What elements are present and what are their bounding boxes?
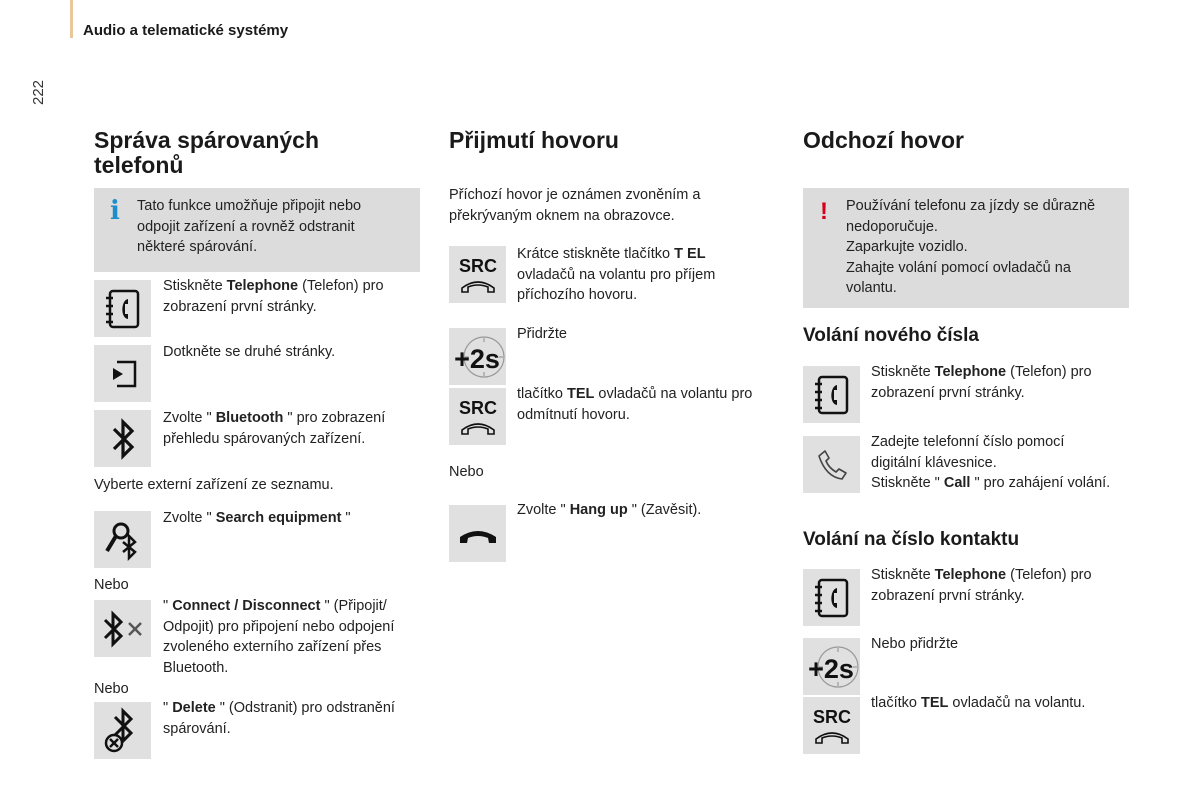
text-span: Krátce stiskněte tlačítko — [517, 246, 675, 262]
text-span: ovladačů na volantu pro příjem — [517, 266, 716, 283]
src-tel-button-icon[interactable] — [449, 388, 506, 445]
step-text: Dotkněte se druhé stránky. — [163, 344, 336, 360]
search-equipment-icon[interactable] — [94, 511, 151, 568]
subsection-heading-contact-call: Volání na číslo kontaktu — [803, 529, 1020, 550]
phone-book-icon-graphic — [101, 287, 145, 331]
text-span: Zaparkujte vozidlo. — [846, 239, 968, 255]
next-page-icon[interactable] — [94, 345, 151, 402]
or-text: Nebo — [94, 681, 129, 697]
connect-disconnect-icon[interactable] — [94, 600, 151, 657]
text-span: T EL — [674, 246, 706, 262]
step-text — [163, 408, 385, 449]
phone-book-icon[interactable] — [803, 366, 860, 423]
text-span: " (Připojit/ — [320, 598, 387, 614]
bluetooth-disconnect-icon-graphic — [99, 607, 147, 651]
phone-book-icon-graphic — [810, 576, 854, 620]
text-span: ovladačů na volantu pro — [594, 386, 753, 402]
step-text — [163, 276, 384, 317]
instruction-text: Vyberte externí zařízení ze seznamu. — [94, 477, 334, 493]
text-span: Zvolte " — [163, 410, 216, 426]
text-span: Odpojit) pro připojení nebo odpojení — [163, 618, 395, 635]
or-text: Nebo — [449, 464, 484, 480]
heading-line: telefonů — [94, 152, 184, 178]
text-span: spárování. — [163, 720, 231, 737]
text-span: Telephone — [934, 364, 1007, 380]
hold-text: Nebo přidržte — [871, 636, 959, 652]
header-title: Audio a telematické systémy — [83, 22, 289, 39]
text-span: nedoporučuje. — [846, 218, 938, 235]
timer-icon-graphic — [804, 641, 860, 693]
text-span: Bluetooth — [215, 410, 284, 426]
intro-text — [449, 185, 700, 226]
hold-two-seconds-icon — [449, 328, 506, 385]
src-phone-icon-graphic — [807, 703, 857, 749]
delete-pairing-icon[interactable] — [94, 702, 151, 759]
step-text — [871, 362, 1092, 403]
text-span: Hang up — [569, 502, 628, 518]
step-text — [163, 596, 394, 678]
text-span: volantu. — [846, 280, 897, 296]
step-text — [517, 500, 701, 521]
text-span: " (Odstranit) pro odstranění — [215, 700, 395, 716]
text-span: Zahajte volání pomocí ovladačů na — [846, 259, 1071, 276]
text-span: Stiskněte — [871, 364, 935, 380]
text-span: " pro zahájení volání. — [970, 475, 1111, 491]
text-span: digitální klávesnice. — [871, 454, 997, 471]
warning-box — [803, 188, 1129, 308]
step-text — [871, 693, 1085, 714]
hold-text: Přidržte — [517, 326, 567, 342]
warning-text — [846, 196, 1095, 299]
hold-two-seconds-icon — [803, 638, 860, 695]
text-span: " — [163, 700, 173, 716]
text-span: Telephone — [226, 278, 299, 294]
hold-icon-label: +2s — [807, 653, 854, 684]
text-span: (Telefon) pro — [298, 278, 384, 294]
text-line: některé spárování. — [137, 239, 258, 255]
text-span: TEL — [920, 695, 949, 711]
phone-book-icon-graphic — [810, 373, 854, 417]
next-page-icon-graphic — [105, 356, 141, 392]
text-span: tlačítko — [871, 695, 921, 711]
call-icon-graphic — [814, 447, 850, 483]
hang-up-icon-graphic — [456, 519, 500, 549]
phone-book-icon[interactable] — [803, 569, 860, 626]
text-span: Zadejte telefonní číslo pomocí — [871, 434, 1065, 450]
search-bluetooth-icon-graphic — [101, 518, 145, 562]
text-span: Stiskněte " — [871, 475, 944, 491]
hang-up-icon[interactable] — [449, 505, 506, 562]
text-line: odpojit zařízení a rovněž odstranit — [137, 218, 355, 235]
phone-handset-icon[interactable] — [803, 436, 860, 493]
text-span: překrývaným oknem na obrazovce. — [449, 207, 675, 224]
src-icon-label: SRC — [458, 255, 497, 276]
text-span: zobrazení první stránky. — [871, 384, 1025, 401]
step-text — [517, 384, 752, 425]
text-span: Telephone — [934, 567, 1007, 583]
section-heading-outgoing-call: Odchozí hovor — [803, 127, 964, 153]
page-number-container — [30, 79, 50, 145]
text-span: zobrazení první stránky. — [163, 298, 317, 315]
text-span: Zvolte " — [517, 502, 570, 518]
info-box — [94, 188, 420, 272]
heading-line: Správa spárovaných — [94, 127, 320, 153]
src-phone-icon-graphic — [453, 252, 503, 298]
section-heading-incoming-call: Přijmutí hovoru — [449, 127, 619, 153]
or-text: Nebo — [94, 577, 129, 593]
text-span: Delete — [172, 700, 216, 716]
phone-book-icon[interactable] — [94, 280, 151, 337]
subsection-heading-new-number: Volání nového čísla — [803, 325, 979, 346]
text-span: tlačítko — [517, 386, 567, 402]
step-text — [163, 698, 395, 739]
text-span: Connect / Disconnect — [172, 598, 321, 614]
src-icon-label: SRC — [458, 397, 497, 418]
text-span: Používání telefonu za jízdy se důrazně — [846, 198, 1096, 214]
bluetooth-icon[interactable] — [94, 410, 151, 467]
step-text — [163, 508, 351, 529]
text-span: " pro zobrazení — [283, 410, 386, 426]
src-phone-icon-graphic — [453, 394, 503, 440]
text-span: odmítnutí hovoru. — [517, 406, 630, 423]
text-line: Tato funkce umožňuje připojit nebo — [137, 198, 362, 214]
text-span: Příchozí hovor je oznámen zvoněním a — [449, 187, 701, 203]
text-span: zobrazení první stránky. — [871, 587, 1025, 604]
bluetooth-icon-graphic — [105, 417, 141, 461]
text-span: Stiskněte — [163, 278, 227, 294]
text-span: " — [163, 598, 173, 614]
text-span: Search equipment — [215, 510, 342, 526]
text-span: přehledu spárovaných zařízení. — [163, 430, 366, 447]
warning-icon: ! — [820, 198, 828, 225]
section-heading-paired-phones — [94, 128, 319, 178]
text-span: " — [341, 510, 351, 526]
step-text — [871, 565, 1092, 606]
text-span: příchozího hovoru. — [517, 287, 638, 303]
header-accent-bar — [70, 0, 73, 38]
text-span: zvoleného externího zařízení přes — [163, 639, 382, 655]
info-text — [137, 196, 361, 258]
text-span: " (Zavěsit). — [627, 502, 702, 518]
text-span: (Telefon) pro — [1006, 364, 1092, 380]
step-text — [517, 244, 715, 306]
text-span: Call — [943, 475, 971, 491]
text-span: ovladačů na volantu. — [948, 695, 1086, 711]
src-tel-button-icon[interactable] — [803, 697, 860, 754]
text-span: Bluetooth. — [163, 659, 229, 676]
text-span: (Telefon) pro — [1006, 567, 1092, 583]
src-icon-label: SRC — [812, 706, 851, 727]
text-span: Zvolte " — [163, 510, 216, 526]
text-span: TEL — [566, 386, 595, 402]
text-span: Stiskněte — [871, 567, 935, 583]
info-icon: i — [110, 196, 120, 226]
bluetooth-delete-icon-graphic — [101, 707, 145, 755]
step-text — [871, 432, 1110, 494]
timer-icon-graphic — [450, 331, 506, 383]
src-tel-button-icon[interactable] — [449, 246, 506, 303]
page-number: 222 — [30, 79, 47, 105]
hold-icon-label: +2s — [453, 343, 500, 374]
